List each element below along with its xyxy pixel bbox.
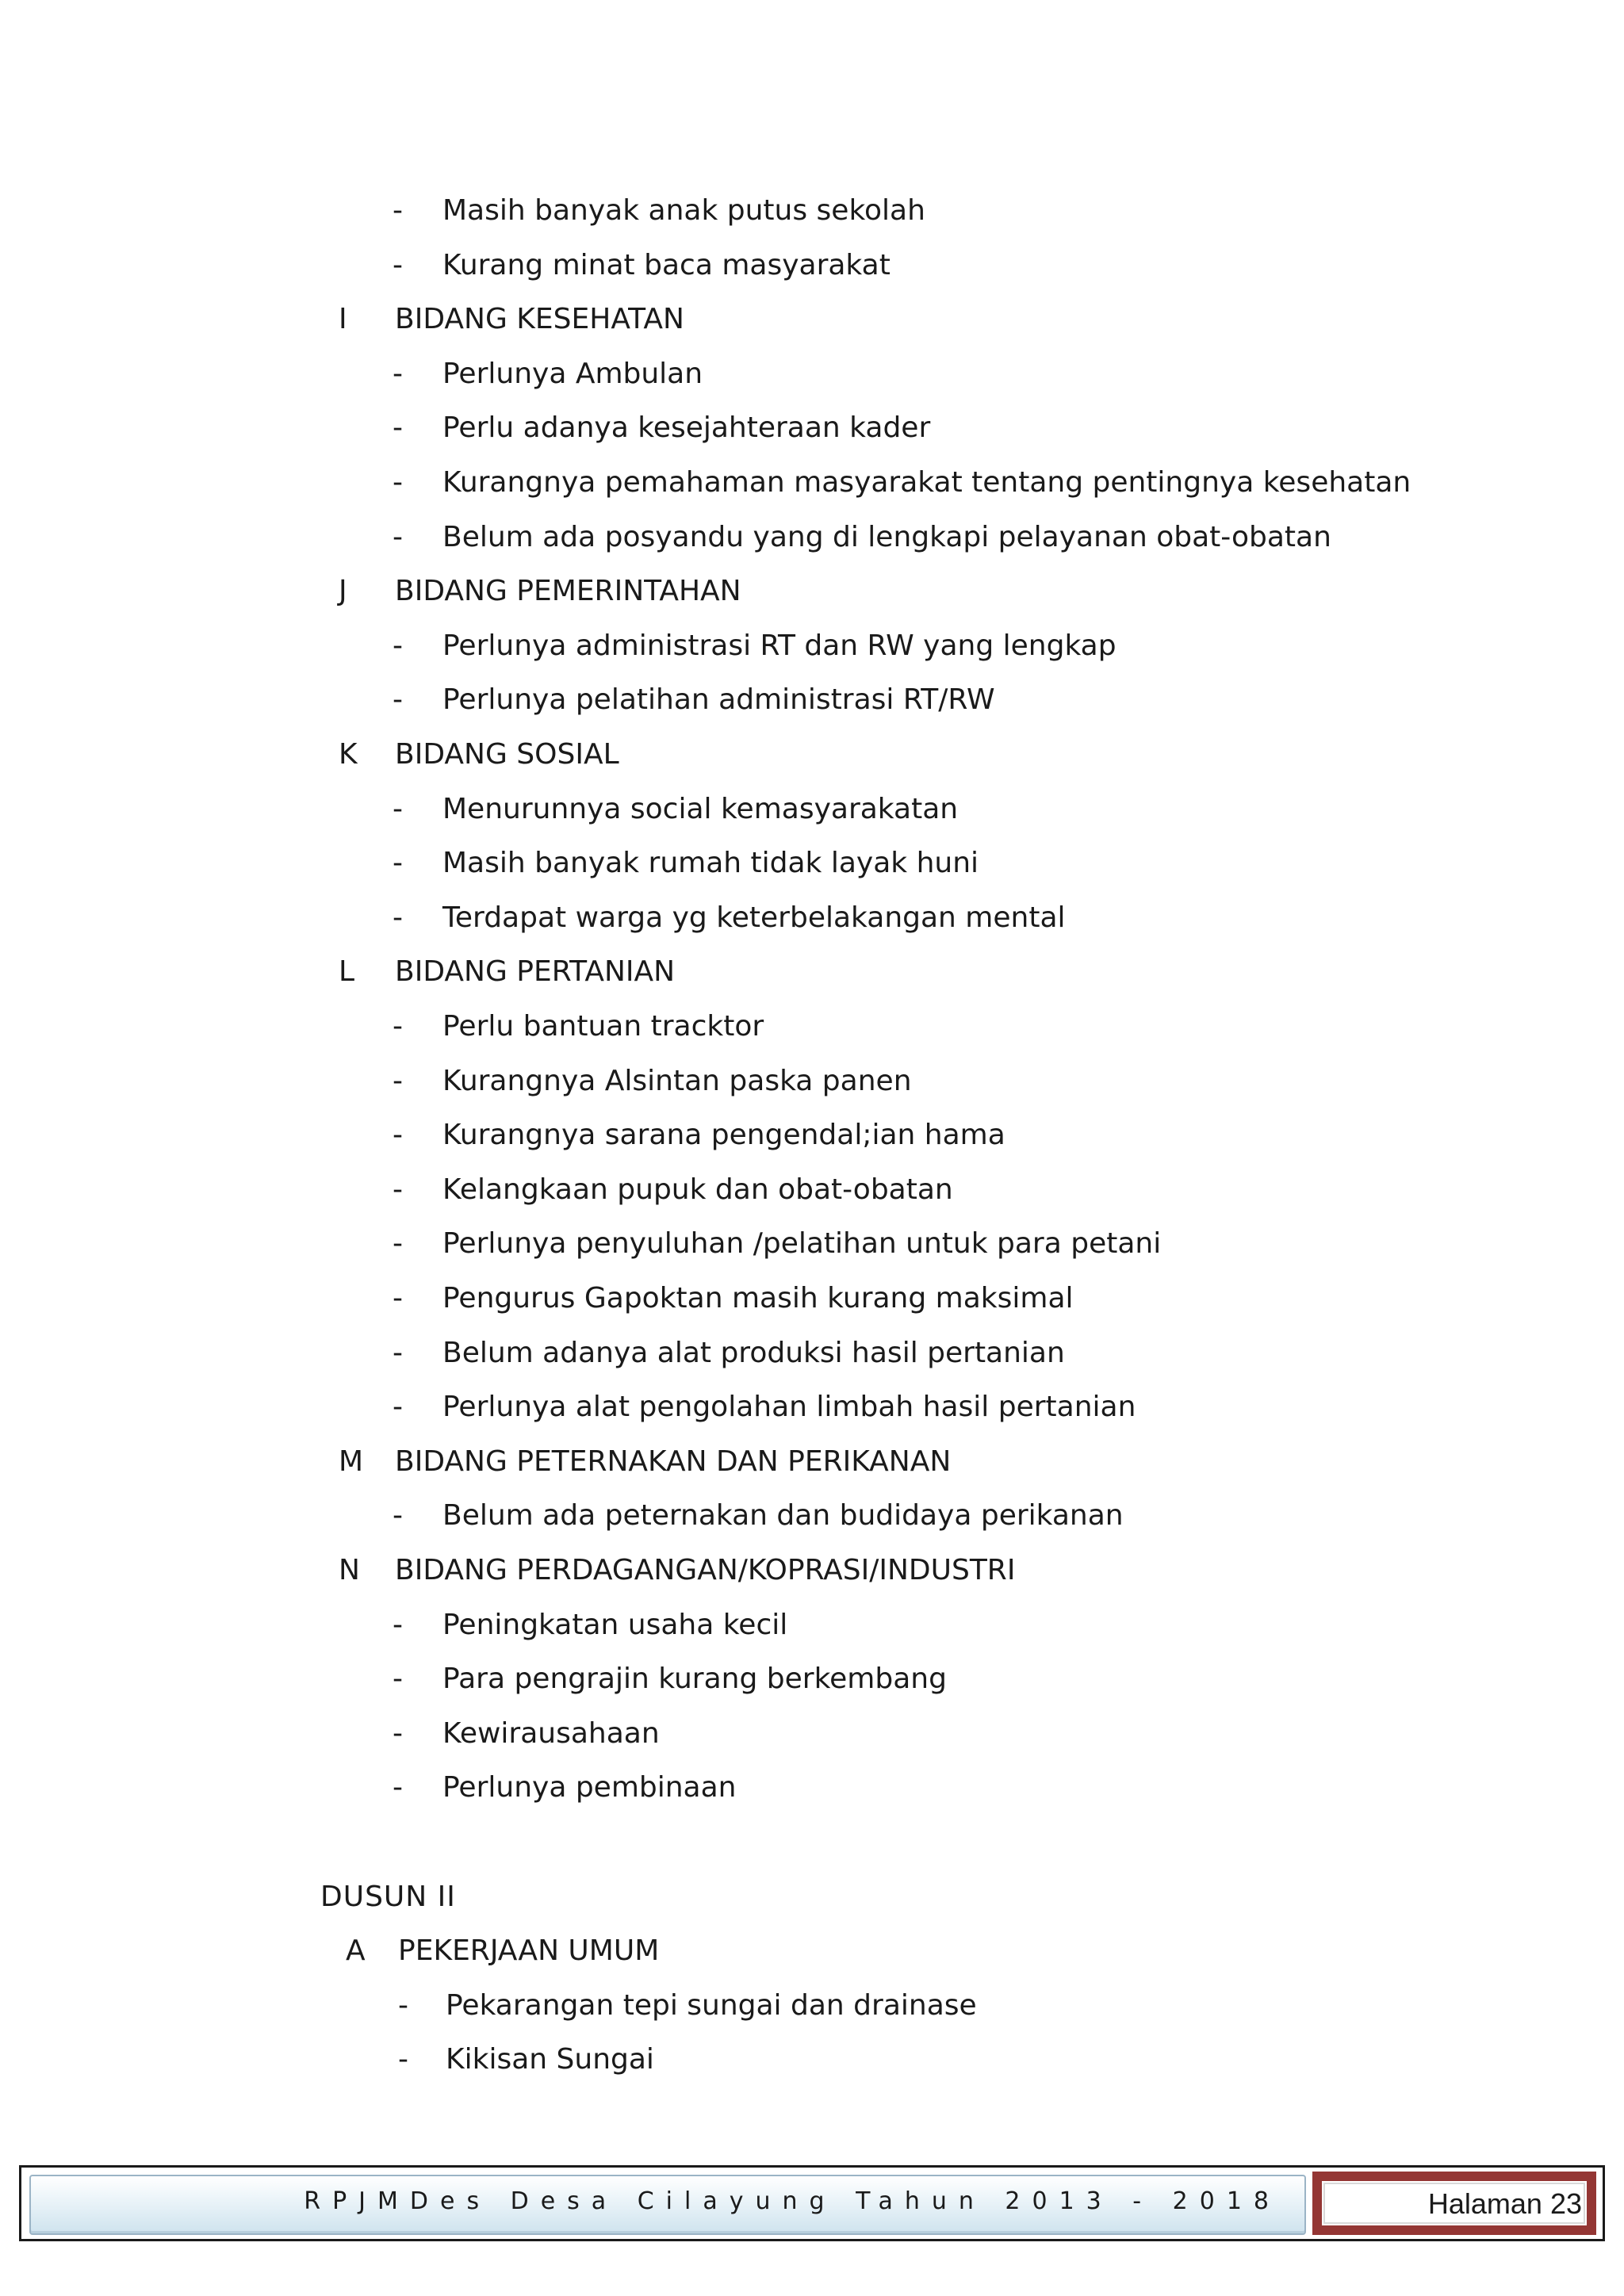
bullet-dash: - xyxy=(393,1282,403,1314)
bullet-dash: - xyxy=(393,683,403,717)
list-item-text: Menurunnya social kemasyarakatan xyxy=(442,792,959,825)
bullet-dash: - xyxy=(393,411,403,445)
list-item-text: Pekarangan tepi sungai dan drainase xyxy=(446,1988,977,2022)
bullet-dash: - xyxy=(393,1771,403,1804)
list-item-text: Kewirausahaan xyxy=(442,1716,660,1750)
bullet-dash: - xyxy=(393,520,403,553)
section-letter: L xyxy=(339,955,355,989)
list-item-text: Perlu adanya kesejahteraan kader xyxy=(442,411,931,445)
list-item-text: Belum ada posyandu yang di lengkapi pelayanan obat-obatan xyxy=(442,520,1331,553)
list-item-text: Perlunya Ambulan xyxy=(442,357,703,390)
list-item-text: Perlunya pembinaan xyxy=(442,1771,737,1804)
section-letter: N xyxy=(339,1554,360,1586)
section-title: BIDANG PETERNAKAN DAN PERIKANAN xyxy=(395,1445,952,1478)
list-item-text: Kurangnya Alsintan paska panen xyxy=(442,1064,912,1097)
bullet-dash: - xyxy=(393,1119,403,1152)
list-item-text: Kurangnya pemahaman masyarakat tentang pentingnya kesehatan xyxy=(442,466,1411,499)
list-item-text: Belum adanya alat produksi hasil pertanian xyxy=(442,1336,1065,1369)
section-title: BIDANG PEMERINTAHAN xyxy=(395,575,741,608)
section-letter: M xyxy=(339,1445,364,1478)
list-item-text: Masih banyak anak putus sekolah xyxy=(442,194,925,227)
bullet-dash: - xyxy=(393,248,403,281)
bullet-dash: - xyxy=(393,1173,403,1206)
bullet-dash: - xyxy=(393,1336,403,1369)
list-item-text: Pengurus Gapoktan masih kurang maksimal xyxy=(442,1282,1074,1314)
bullet-dash: - xyxy=(393,1227,403,1261)
bullet-dash: - xyxy=(393,1716,403,1750)
bullet-dash: - xyxy=(393,901,403,934)
list-item-text: Kelangkaan pupuk dan obat-obatan xyxy=(442,1173,953,1206)
footer-page-box xyxy=(1312,2172,1596,2235)
page-number: Halaman 23 xyxy=(1427,2187,1582,2220)
section-letter: I xyxy=(339,303,347,336)
section-title: BIDANG SOSIAL xyxy=(395,738,619,771)
section-title: BIDANG KESEHATAN xyxy=(395,303,684,336)
list-item-text: Para pengrajin kurang berkembang xyxy=(442,1663,947,1696)
footer-document-title: RPJMDes Desa Cilayung Tahun 2013 - 2018 xyxy=(304,2187,1281,2215)
section-letter: J xyxy=(339,575,347,608)
bullet-dash: - xyxy=(393,1663,403,1696)
bullet-dash: - xyxy=(393,1064,403,1097)
list-item-text: Kurang minat baca masyarakat xyxy=(442,248,891,281)
bullet-dash: - xyxy=(393,847,403,880)
bullet-dash: - xyxy=(398,1988,408,2022)
section-title: BIDANG PERTANIAN xyxy=(395,955,676,989)
bullet-dash: - xyxy=(393,629,403,662)
bullet-dash: - xyxy=(393,1010,403,1043)
bullet-dash: - xyxy=(393,466,403,499)
bullet-dash: - xyxy=(398,2043,408,2076)
list-item-text: Perlunya penyuluhan /pelatihan untuk para petani xyxy=(442,1227,1162,1261)
list-item-text: Perlunya pelatihan administrasi RT/RW xyxy=(442,683,995,717)
list-item-text: Belum ada peternakan dan budidaya perikanan xyxy=(442,1499,1124,1533)
list-item-text: Perlunya alat pengolahan limbah hasil pertanian xyxy=(442,1391,1136,1424)
section-title: BIDANG PERDAGANGAN/KOPRASI/INDUSTRI xyxy=(395,1554,1016,1586)
dusun-title: DUSUN II xyxy=(320,1880,456,1913)
list-item-text: Masih banyak rumah tidak layak huni xyxy=(442,847,979,880)
list-item-text: Perlunya administrasi RT dan RW yang lengkap xyxy=(442,629,1116,662)
list-item-text: Perlu bantuan tracktor xyxy=(442,1010,764,1043)
bullet-dash: - xyxy=(393,1391,403,1424)
bullet-dash: - xyxy=(393,1499,403,1533)
list-item-text: Kikisan Sungai xyxy=(446,2043,654,2076)
list-item-text: Kurangnya sarana pengendal;ian hama xyxy=(442,1119,1005,1152)
list-item-text: Terdapat warga yg keterbelakangan mental xyxy=(442,901,1066,934)
bullet-dash: - xyxy=(393,792,403,825)
bullet-dash: - xyxy=(393,1608,403,1641)
page-footer xyxy=(19,2165,1605,2241)
footer-title-box xyxy=(29,2175,1306,2235)
list-item-text: Peningkatan usaha kecil xyxy=(442,1608,788,1641)
bullet-dash: - xyxy=(393,194,403,227)
bullet-dash: - xyxy=(393,357,403,390)
section-letter: K xyxy=(339,738,358,771)
section-title: PEKERJAAN UMUM xyxy=(398,1934,660,1968)
section-letter: A xyxy=(346,1934,366,1968)
